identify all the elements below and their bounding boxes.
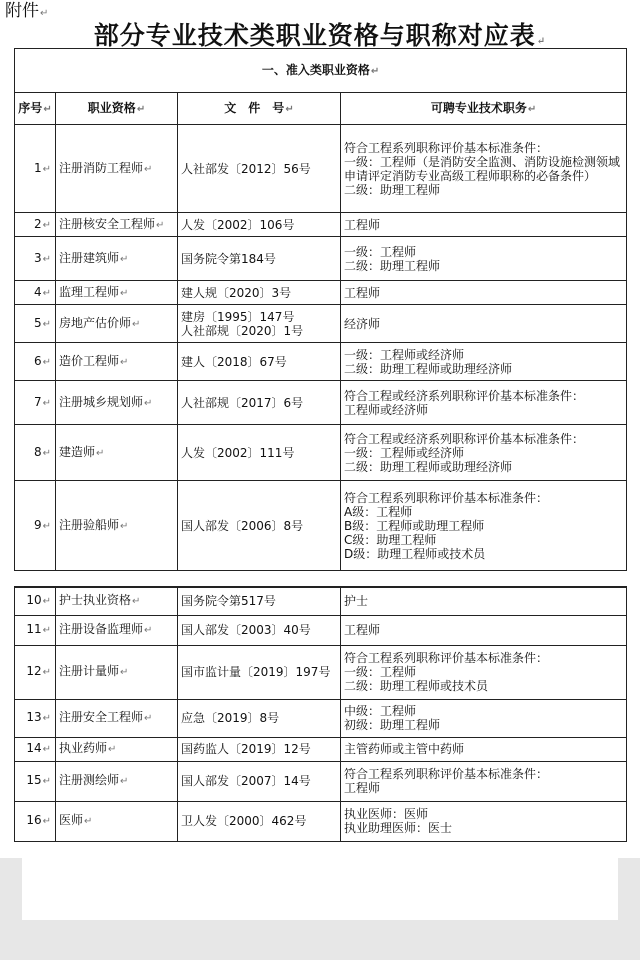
qualification-name: 注册建筑师↵ [56, 237, 178, 281]
row-index: 8↵ [15, 425, 56, 481]
row-index: 15↵ [15, 761, 56, 801]
document-number: 国务院令第184号 [178, 237, 341, 281]
qualification-name: 监理工程师↵ [56, 281, 178, 305]
col-header-qualification: 职业资格↵ [56, 93, 178, 125]
eligible-position: 工程师 [341, 213, 627, 237]
document-number: 国市监计量〔2019〕197号 [178, 645, 341, 699]
qualification-name: 房地产估价师↵ [56, 305, 178, 343]
eligible-position: 符合工程系列职称评价基本标准条件： 工程师 [341, 761, 627, 801]
document-number: 国人部发〔2006〕8号 [178, 481, 341, 571]
qualification-name: 造价工程师↵ [56, 343, 178, 381]
row-index: 16↵ [15, 801, 56, 841]
table-row [15, 737, 627, 761]
eligible-position: 主管药师或主管中药师 [341, 737, 627, 761]
eligible-position: 中级：工程师 初级：助理工程师 [341, 699, 627, 737]
qualification-name: 注册安全工程师↵ [56, 699, 178, 737]
col-header-index: 序号↵ [15, 93, 56, 125]
section-title: 一、准入类职业资格↵ [15, 49, 627, 93]
document-title: 部分专业技术类职业资格与职称对应表↵ [93, 21, 547, 50]
qualification-name: 注册验船师↵ [56, 481, 178, 571]
eligible-position: 符合工程或经济系列职称评价基本标准条件： 一级：工程师或经济师 二级：助理工程师或助理经济师 [341, 425, 627, 481]
document-number: 国人部发〔2003〕40号 [178, 615, 341, 645]
document-number: 人社部规〔2017〕6号 [178, 381, 341, 425]
table-row [15, 425, 627, 481]
qualification-name: 医师↵ [56, 801, 178, 841]
table-row [15, 305, 627, 343]
document-number: 建人〔2018〕67号 [178, 343, 341, 381]
eligible-position: 一级：工程师 二级：助理工程师 [341, 237, 627, 281]
document-number: 建房〔1995〕147号 人社部规〔2020〕1号 [178, 305, 341, 343]
qualification-name: 注册设备监理师↵ [56, 615, 178, 645]
row-index: 10↵ [15, 587, 56, 615]
table-row [15, 801, 627, 841]
col-header-position: 可聘专业技术职务↵ [341, 93, 627, 125]
table-row [15, 381, 627, 425]
document-number: 建人规〔2020〕3号 [178, 281, 341, 305]
row-index: 1↵ [15, 125, 56, 213]
table-row [15, 587, 627, 615]
document-number: 卫人发〔2000〕462号 [178, 801, 341, 841]
qualification-table-part-1 [14, 48, 627, 571]
row-index: 9↵ [15, 481, 56, 571]
row-index: 11↵ [15, 615, 56, 645]
eligible-position: 工程师 [341, 281, 627, 305]
table-row [15, 237, 627, 281]
qualification-name: 注册核安全工程师↵ [56, 213, 178, 237]
table-header-row [15, 93, 627, 125]
table-row [15, 615, 627, 645]
qualification-table-part-2 [14, 586, 627, 842]
eligible-position: 符合工程系列职称评价基本标准条件： A级：工程师 B级：工程师或助理工程师 C级：助理工程师 D级：助理工程师或技术员 [341, 481, 627, 571]
eligible-position: 执业医师：医师 执业助理医师：医士 [341, 801, 627, 841]
eligible-position: 一级：工程师或经济师 二级：助理工程师或助理经济师 [341, 343, 627, 381]
eligible-position: 经济师 [341, 305, 627, 343]
qualification-name: 注册消防工程师↵ [56, 125, 178, 213]
attachment-label: 附件↵ [5, 1, 49, 21]
eligible-position: 护士 [341, 587, 627, 615]
qualification-name: 执业药师↵ [56, 737, 178, 761]
table-row [15, 645, 627, 699]
document-number: 人发〔2002〕111号 [178, 425, 341, 481]
qualification-name: 注册城乡规划师↵ [56, 381, 178, 425]
table-row [15, 125, 627, 213]
table-row [15, 343, 627, 381]
table-row [15, 761, 627, 801]
qualification-name: 注册计量师↵ [56, 645, 178, 699]
row-index: 13↵ [15, 699, 56, 737]
document-number: 国药监人〔2019〕12号 [178, 737, 341, 761]
row-index: 14↵ [15, 737, 56, 761]
eligible-position: 符合工程或经济系列职称评价基本标准条件： 工程师或经济师 [341, 381, 627, 425]
table-row [15, 213, 627, 237]
document-page-bottom [22, 858, 618, 920]
document-number: 人发〔2002〕106号 [178, 213, 341, 237]
eligible-position: 符合工程系列职称评价基本标准条件： 一级：工程师 二级：助理工程师或技术员 [341, 645, 627, 699]
qualification-name: 护士执业资格↵ [56, 587, 178, 615]
row-index: 7↵ [15, 381, 56, 425]
document-number: 人社部发〔2012〕56号 [178, 125, 341, 213]
table-row [15, 481, 627, 571]
col-header-document: 文 件 号↵ [178, 93, 341, 125]
row-index: 12↵ [15, 645, 56, 699]
document-number: 国人部发〔2007〕14号 [178, 761, 341, 801]
eligible-position: 符合工程系列职称评价基本标准条件： 一级：工程师（是消防安全监测、消防设施检测领域申请评定消防专业高级工程师职称的必备条件） 二级：助理工程师 [341, 125, 627, 213]
document-number: 应急〔2019〕8号 [178, 699, 341, 737]
row-index: 4↵ [15, 281, 56, 305]
qualification-name: 建造师↵ [56, 425, 178, 481]
table-row [15, 281, 627, 305]
eligible-position: 工程师 [341, 615, 627, 645]
table-row [15, 699, 627, 737]
row-index: 6↵ [15, 343, 56, 381]
document-number: 国务院令第517号 [178, 587, 341, 615]
row-index: 2↵ [15, 213, 56, 237]
row-index: 5↵ [15, 305, 56, 343]
qualification-name: 注册测绘师↵ [56, 761, 178, 801]
row-index: 3↵ [15, 237, 56, 281]
